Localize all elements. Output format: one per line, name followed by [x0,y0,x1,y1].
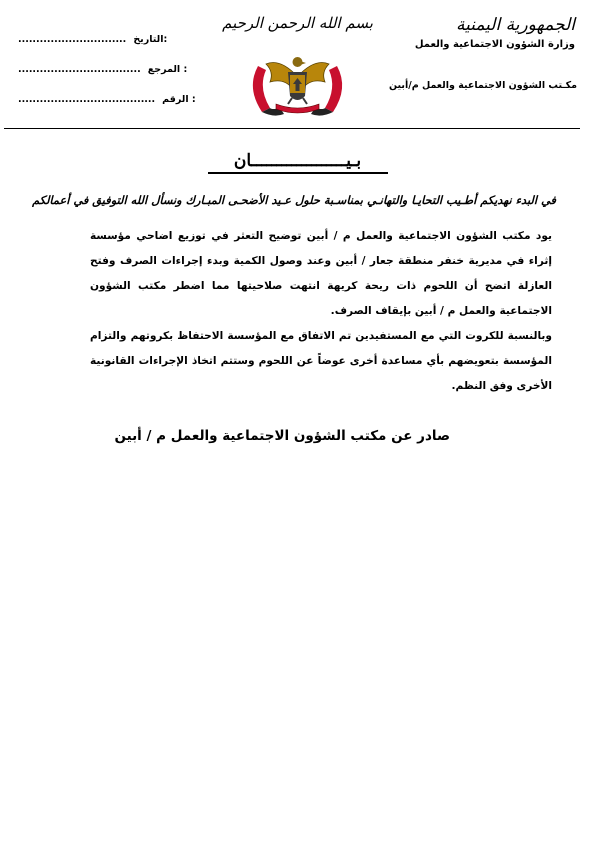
document-title: بـيـــــــــــــــــــان [233,151,362,171]
number-value: ...................................... [18,94,156,105]
date-value: .............................. [18,34,127,45]
basmala: بسم الله الرحمن الرحيم [222,14,373,32]
issued-by: صادر عن مكتب الشؤون الاجتماعية والعمل م / أبين [114,428,450,444]
number-label: الرقم : [162,94,196,105]
date-label: التاريخ: [133,34,168,45]
reference-line [18,64,188,75]
reference-label: المرجع : [147,64,188,75]
paragraph-2: وبالنسبة للكروت التي مع المستفيدين تم الاتفاق مع المؤسسة الاحتفاظ بكروتهم والتزام المؤسسة بتعويضهم بأي مساعدة أخرى عوضاً عن اللحوم وستتم اتخاذ الإجراءات القانونية الأخرى وفق النظم. [90,330,552,392]
republic-name: الجمهورية اليمنية [455,15,575,35]
office-name: مكـتب الشؤون الاجتماعية والعمل م/أبين [388,80,577,91]
yemen-eagle-emblem-icon [240,48,355,123]
statement-body [90,224,552,399]
letterhead-right [375,14,575,52]
reference-value: .................................. [18,64,141,75]
intro-greeting: في البدء نهديكم أطـيب التحايـا والتهانـي بمناسـبة حلول عـيد الأضحـى المبـارك ونسأل الله التوفيق في أعمالكم [32,193,556,207]
paragraph-1: يود مكتب الشؤون الاجتماعية والعمل م / أبين توضيح التعثر في توزيع اضاحي مؤسسة إثراء في مديرية خنفر منطقة جعار / أبين وعند وصول الكمية وبدء إجراءات الصرف وفتح العازلة اتضح أن اللحوم ذات ريحة كريهة انتهت صلاحيتها مما اضطر مكتب الشؤون الاجتماعية والعمل م / أبين بإيقاف الصرف. [90,230,552,317]
ministry-name: وزارة الشؤون الاجتماعية والعمل [414,39,575,50]
title-underline [208,172,388,174]
header-divider [4,128,580,129]
date-line [18,34,168,45]
number-line [18,94,196,105]
